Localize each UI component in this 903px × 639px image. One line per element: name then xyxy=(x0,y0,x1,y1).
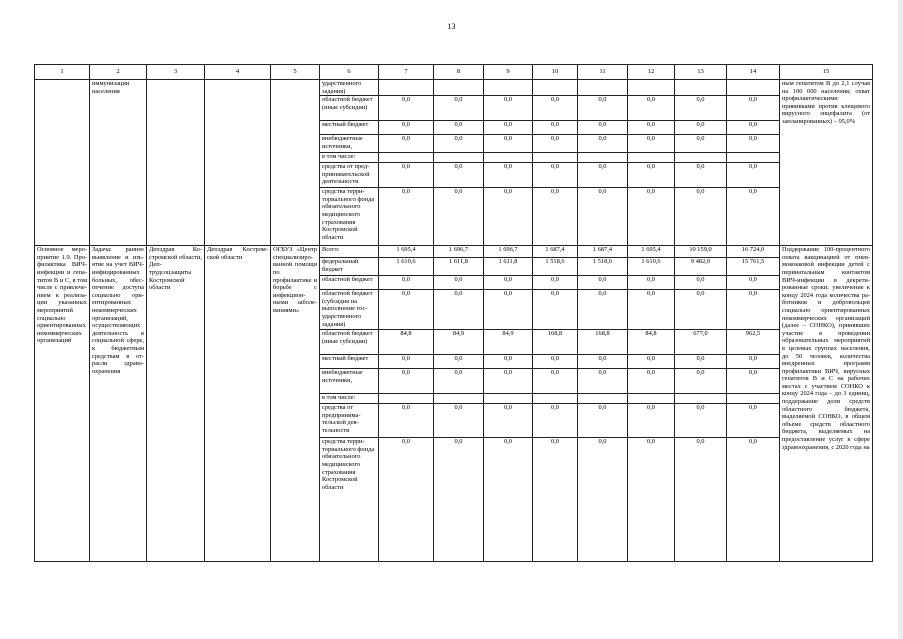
value-cell: 10 159,0 xyxy=(675,246,727,258)
value-cell xyxy=(533,80,578,96)
funding-source-label: областной бюджет xyxy=(320,276,379,290)
value-cell: 0,0 xyxy=(578,290,628,330)
value-cell: 168,8 xyxy=(533,330,578,355)
header-col-15: 15 xyxy=(780,65,873,80)
value-cell xyxy=(675,153,727,163)
value-cell: 0,0 xyxy=(484,404,533,438)
funding-source-label: в том числе: xyxy=(320,153,379,163)
value-cell xyxy=(675,394,727,404)
value-cell xyxy=(628,153,675,163)
value-cell: 0,0 xyxy=(628,438,675,562)
header-col-13: 13 xyxy=(675,65,727,80)
value-cell: 0,0 xyxy=(533,276,578,290)
funding-source-label: средства территориального фонда обязательного медицинского страхования Костромской области xyxy=(320,438,379,562)
funding-source-label: Всего: xyxy=(320,246,379,258)
table-row xyxy=(35,246,873,258)
value-cell: 0,0 xyxy=(628,404,675,438)
header-col-9: 9 xyxy=(484,65,533,80)
funding-source-label: местный бюджет xyxy=(320,355,379,369)
value-cell xyxy=(484,80,533,96)
value-cell: 0,0 xyxy=(578,163,628,188)
value-cell xyxy=(628,394,675,404)
value-cell: 9 482,0 xyxy=(675,258,727,276)
value-cell: 0,0 xyxy=(434,290,484,330)
value-cell: 0,0 xyxy=(379,163,434,188)
value-cell: 0,0 xyxy=(578,369,628,394)
value-cell: 0,0 xyxy=(379,188,434,246)
value-cell: 0,0 xyxy=(434,188,484,246)
value-cell: 0,0 xyxy=(533,438,578,562)
value-cell: 0,0 xyxy=(434,404,484,438)
header-col-6: 6 xyxy=(320,65,379,80)
value-cell: 16 724,0 xyxy=(727,246,780,258)
value-cell: 0,0 xyxy=(379,404,434,438)
value-cell: 0,0 xyxy=(379,276,434,290)
value-cell: 1 687,4 xyxy=(578,246,628,258)
value-cell xyxy=(727,153,780,163)
value-cell: 0,0 xyxy=(727,135,780,153)
value-cell: 0,0 xyxy=(484,96,533,121)
cell-col1: Основное мероприятие 1.9. Профилактика ВИЧ-инфекции и гепатитов В и С, в том числе с привлечением к реализации указанных мероприятий социально ориентированных некоммерческих организаций xyxy=(35,246,90,562)
funding-source-label: областной бюджет (иные субсидии) xyxy=(320,330,379,355)
funding-source-label: в том числе: xyxy=(320,394,379,404)
value-cell: 0,0 xyxy=(533,188,578,246)
header-col-2: 2 xyxy=(90,65,147,80)
value-cell: 0,0 xyxy=(675,438,727,562)
funding-source-label: ударственного задания) xyxy=(320,80,379,96)
value-cell: 1 611,8 xyxy=(484,258,533,276)
funding-source-label: средства территориального фонда обязательного медицинского страхования Костромской области xyxy=(320,188,379,246)
value-cell: 84,8 xyxy=(628,330,675,355)
value-cell: 0,0 xyxy=(628,135,675,153)
funding-source-label: внебюджетные источники, xyxy=(320,369,379,394)
table-row xyxy=(35,80,873,96)
value-cell: 0,0 xyxy=(675,135,727,153)
value-cell: 0,0 xyxy=(533,121,578,135)
value-cell: 0,0 xyxy=(484,276,533,290)
value-cell: 0,0 xyxy=(434,355,484,369)
value-cell: 962,5 xyxy=(727,330,780,355)
value-cell: 0,0 xyxy=(578,438,628,562)
value-cell: 1 687,4 xyxy=(533,246,578,258)
value-cell: 0,0 xyxy=(379,290,434,330)
value-cell xyxy=(484,394,533,404)
value-cell: 0,0 xyxy=(434,438,484,562)
value-cell: 1 696,7 xyxy=(484,246,533,258)
value-cell xyxy=(533,394,578,404)
value-cell: 0,0 xyxy=(727,290,780,330)
header-row xyxy=(35,65,873,80)
program-table xyxy=(34,64,873,562)
header-col-7: 7 xyxy=(379,65,434,80)
cell-col5 xyxy=(271,80,320,246)
value-cell: 0,0 xyxy=(434,135,484,153)
value-cell: 0,0 xyxy=(675,404,727,438)
value-cell: 0,0 xyxy=(727,121,780,135)
value-cell: 0,0 xyxy=(675,355,727,369)
value-cell: 0,0 xyxy=(484,290,533,330)
value-cell: 0,0 xyxy=(533,135,578,153)
value-cell: 1 611,8 xyxy=(434,258,484,276)
header-col-11: 11 xyxy=(578,65,628,80)
value-cell xyxy=(533,153,578,163)
cell-col4 xyxy=(205,80,271,246)
value-cell: 0,0 xyxy=(628,121,675,135)
value-cell: 0,0 xyxy=(533,96,578,121)
value-cell: 0,0 xyxy=(484,163,533,188)
value-cell: 0,0 xyxy=(533,163,578,188)
value-cell: 0,0 xyxy=(578,121,628,135)
value-cell xyxy=(578,80,628,96)
value-cell: 0,0 xyxy=(434,163,484,188)
value-cell: 0,0 xyxy=(434,96,484,121)
scrollbar[interactable] xyxy=(898,0,903,639)
value-cell xyxy=(434,153,484,163)
header-col-1: 1 xyxy=(35,65,90,80)
value-cell: 0,0 xyxy=(379,438,434,562)
value-cell: 0,0 xyxy=(434,369,484,394)
cell-col15: ным гепатитом В до 2,1 случая на 100 000 населения; охват профилактическими прививками против клещевого вирусного энцефалита (от запланированных) – 95,0% xyxy=(780,80,873,246)
value-cell: 0,0 xyxy=(727,163,780,188)
value-cell xyxy=(675,80,727,96)
cell-col15: Поддержание 100-процентного охвата вакцинацией от пневмококковой инфекции детей с перинатальным контактом ВИЧ-инфекции в декретированные сроки; увеличение к концу 2024 года количества работников и добровольцев социально ориентированных некоммерческих организаций (далее – СОНКО), принявших участие в проведении образовательных мероприятий в целевых группах населения, до 50 человек, количества внедренных программ профилактики ВИЧ, вирусных гепатитов В и С на рабочих местах с участием СОНКО к концу 2024 года – до 3 единиц, поддержание доли средств областного бюджета, выделяемой СОНКО, в общем объеме средств областного бюджета, выделяемых на предоставление услуг в сфере здравоохранения, с 2020 года на xyxy=(780,246,873,562)
value-cell: 0,0 xyxy=(379,369,434,394)
header-col-4: 4 xyxy=(205,65,271,80)
value-cell: 0,0 xyxy=(675,121,727,135)
header-col-10: 10 xyxy=(533,65,578,80)
value-cell: 0,0 xyxy=(434,121,484,135)
funding-source-label: федеральный бюджет xyxy=(320,258,379,276)
value-cell: 0,0 xyxy=(727,188,780,246)
value-cell: 0,0 xyxy=(379,135,434,153)
value-cell: 84,9 xyxy=(434,330,484,355)
cell-col3: Депздрав Костромской области, Дептрудсоцзащиты Костромской области xyxy=(147,246,205,562)
value-cell: 15 761,5 xyxy=(727,258,780,276)
value-cell: 0,0 xyxy=(484,369,533,394)
header-col-12: 12 xyxy=(628,65,675,80)
value-cell xyxy=(628,80,675,96)
cell-col4: Депздрав Костромской области xyxy=(205,246,271,562)
value-cell: 0,0 xyxy=(727,96,780,121)
value-cell: 0,0 xyxy=(533,404,578,438)
value-cell: 0,0 xyxy=(578,355,628,369)
cell-col3 xyxy=(147,80,205,246)
value-cell: 0,0 xyxy=(533,290,578,330)
value-cell: 0,0 xyxy=(434,276,484,290)
value-cell: 0,0 xyxy=(675,276,727,290)
value-cell xyxy=(379,394,434,404)
value-cell: 0,0 xyxy=(628,163,675,188)
value-cell: 0,0 xyxy=(578,276,628,290)
value-cell: 1 695,4 xyxy=(628,246,675,258)
value-cell: 0,0 xyxy=(727,438,780,562)
value-cell: 0,0 xyxy=(533,369,578,394)
value-cell: 0,0 xyxy=(727,276,780,290)
value-cell: 0,0 xyxy=(484,121,533,135)
funding-source-label: средства от предпринимательской деятельности xyxy=(320,163,379,188)
header-col-8: 8 xyxy=(434,65,484,80)
value-cell: 0,0 xyxy=(675,369,727,394)
value-cell xyxy=(727,394,780,404)
value-cell: 1 695,4 xyxy=(379,246,434,258)
value-cell: 1 518,6 xyxy=(533,258,578,276)
header-col-3: 3 xyxy=(147,65,205,80)
value-cell: 0,0 xyxy=(578,188,628,246)
value-cell: 0,0 xyxy=(675,96,727,121)
value-cell xyxy=(379,153,434,163)
value-cell: 0,0 xyxy=(379,121,434,135)
value-cell xyxy=(578,153,628,163)
funding-source-label: внебюджетные источники, xyxy=(320,135,379,153)
funding-source-label: областной бюджет (субсидия на выполнение государственного задания) xyxy=(320,290,379,330)
value-cell: 0,0 xyxy=(484,135,533,153)
value-cell: 1 518,6 xyxy=(578,258,628,276)
value-cell: 0,0 xyxy=(628,96,675,121)
value-cell: 0,0 xyxy=(628,276,675,290)
value-cell: 0,0 xyxy=(628,369,675,394)
value-cell: 0,0 xyxy=(379,355,434,369)
funding-source-label: средства от предпринимательской деятельности xyxy=(320,404,379,438)
value-cell: 1 696,7 xyxy=(434,246,484,258)
value-cell xyxy=(484,153,533,163)
value-cell xyxy=(434,394,484,404)
value-cell: 0,0 xyxy=(533,355,578,369)
cell-col1 xyxy=(35,80,90,246)
cell-col2: Задача: раннее выявление и изъятие на учет ВИЧ-инфицированных больных, обеспечение доступа социально ориентированных некоммерческих организаций, осуществляющих деятельность в социальной сфере, к бюджетным средствам в отрасли здравоохранения xyxy=(90,246,147,562)
funding-source-label: областной бюджет (иные субсидии) xyxy=(320,96,379,121)
value-cell: 0,0 xyxy=(379,96,434,121)
value-cell: 84,9 xyxy=(484,330,533,355)
value-cell: 0,0 xyxy=(628,188,675,246)
funding-source-label: местный бюджет xyxy=(320,121,379,135)
value-cell: 0,0 xyxy=(727,369,780,394)
value-cell: 0,0 xyxy=(727,404,780,438)
value-cell: 0,0 xyxy=(628,355,675,369)
value-cell: 677,0 xyxy=(675,330,727,355)
value-cell: 168,8 xyxy=(578,330,628,355)
cell-col2: иммунизации населения xyxy=(90,80,147,246)
value-cell: 0,0 xyxy=(484,188,533,246)
value-cell: 0,0 xyxy=(675,188,727,246)
header-col-5: 5 xyxy=(271,65,320,80)
value-cell xyxy=(379,80,434,96)
value-cell xyxy=(727,80,780,96)
value-cell: 0,0 xyxy=(484,355,533,369)
value-cell: 0,0 xyxy=(727,355,780,369)
value-cell: 0,0 xyxy=(578,96,628,121)
value-cell: 0,0 xyxy=(675,290,727,330)
value-cell: 84,8 xyxy=(379,330,434,355)
value-cell: 1 610,6 xyxy=(379,258,434,276)
value-cell: 0,0 xyxy=(675,163,727,188)
cell-col5: ОГБУЗ «Центр специализированной помощи по профилактике и борьбе с инфекционными заболеваниями» xyxy=(271,246,320,562)
value-cell: 1 610,6 xyxy=(628,258,675,276)
value-cell xyxy=(434,80,484,96)
header-col-14: 14 xyxy=(727,65,780,80)
page-number: 13 xyxy=(447,22,456,31)
value-cell: 0,0 xyxy=(628,290,675,330)
value-cell xyxy=(578,394,628,404)
value-cell: 0,0 xyxy=(578,404,628,438)
value-cell: 0,0 xyxy=(578,135,628,153)
value-cell: 0,0 xyxy=(484,438,533,562)
